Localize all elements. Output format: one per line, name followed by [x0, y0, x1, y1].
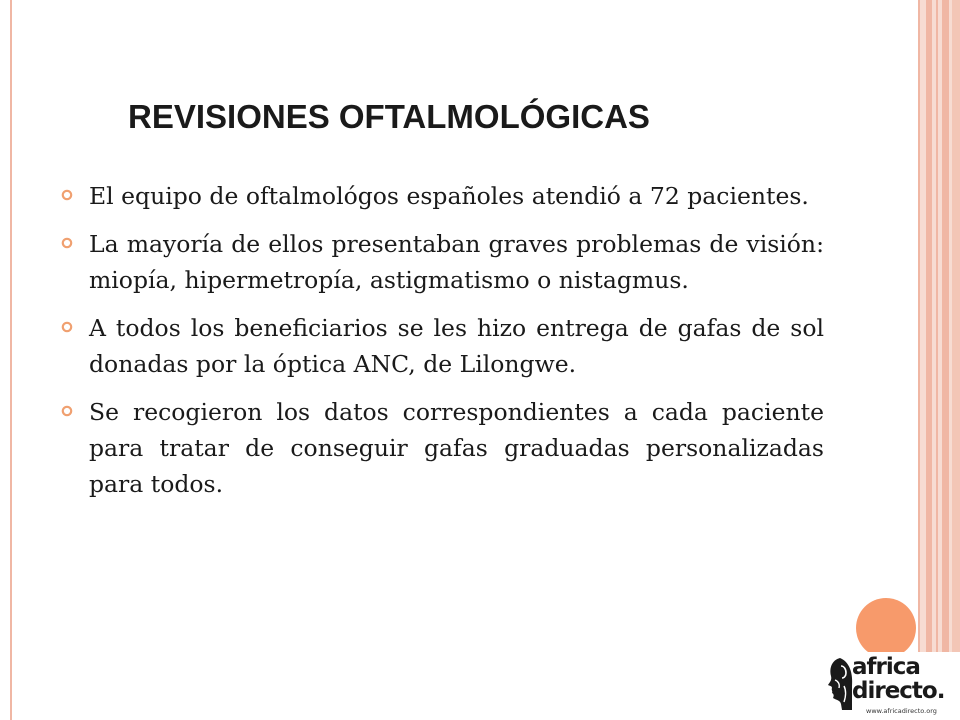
stripe-4	[942, 0, 949, 720]
bullet-text: El equipo de oftalmológos españoles atendió a 72 pacientes.	[89, 182, 809, 210]
bullet-text: Se recogieron los datos correspondientes a cada paciente para tratar de conseguir gafas graduadas personalizadas para todos.	[89, 398, 824, 498]
stripe-2	[926, 0, 932, 720]
bullet-text: A todos los beneficiarios se les hizo entrega de gafas de sol donadas por la óptica ANC, de Lilongwe.	[89, 314, 824, 378]
bullet-item	[60, 178, 824, 214]
bullet-item	[60, 394, 824, 502]
ring-bullet-icon	[61, 405, 73, 417]
bullet-text: La mayoría de ellos presentaban graves problemas de visión: miopía, hipermetropía, astigmatismo o nistagmus.	[89, 230, 824, 294]
ring-bullet-icon	[61, 321, 73, 333]
logo-url: www.africadirecto.org	[866, 707, 937, 715]
logo-line-africa: africa	[852, 654, 920, 680]
stripe-5	[952, 0, 960, 720]
face-profile-icon	[826, 656, 854, 712]
left-frame-line	[10, 0, 12, 720]
bullet-item	[60, 310, 824, 382]
slide-title: REVISIONES OFTALMOLÓGICAS	[128, 98, 650, 135]
stripe-1	[918, 0, 920, 720]
bullet-item	[60, 226, 824, 298]
decorative-circle	[856, 598, 916, 658]
bullet-list	[60, 178, 824, 514]
logo-line-directo: directo.	[852, 678, 945, 704]
stripe-3	[936, 0, 938, 720]
ring-bullet-icon	[61, 189, 73, 201]
ring-bullet-icon	[61, 237, 73, 249]
africa-directo-logo	[822, 652, 960, 720]
